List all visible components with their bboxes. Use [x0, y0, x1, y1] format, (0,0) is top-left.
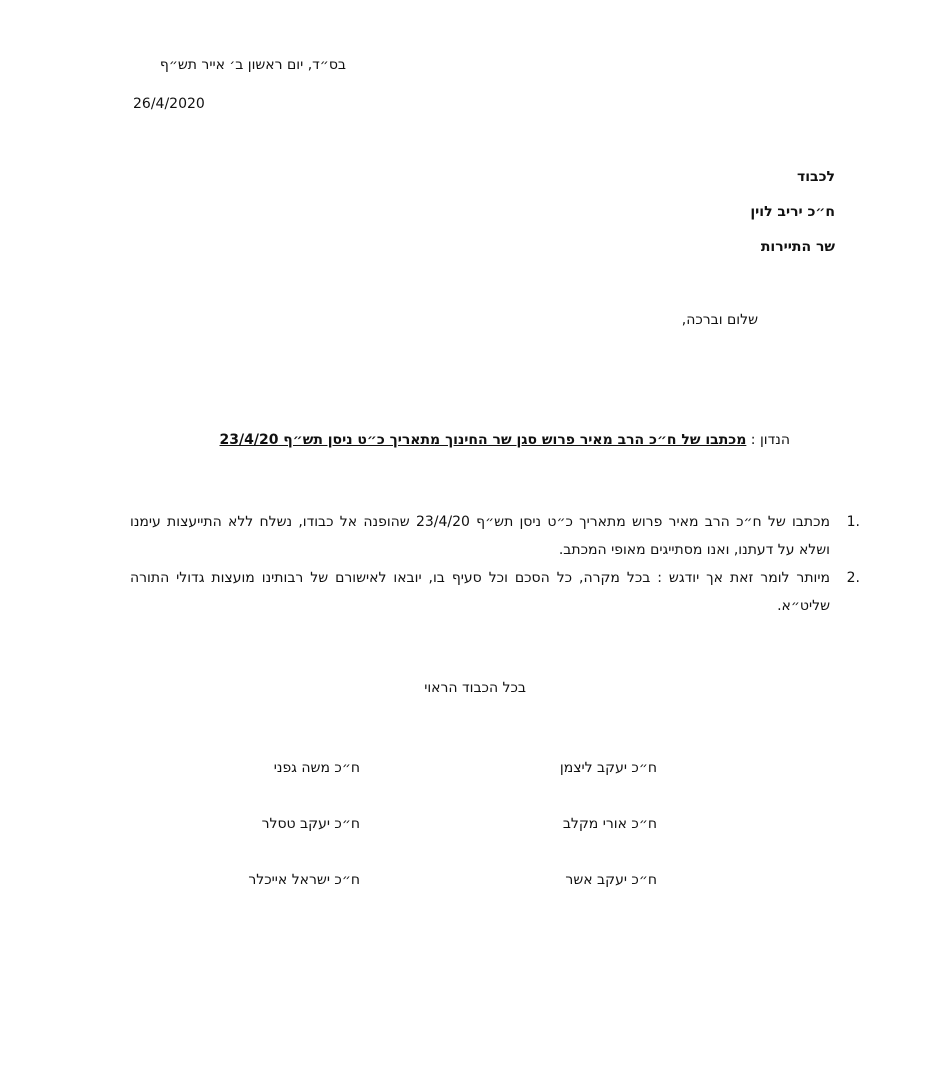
- list-item: [130, 564, 860, 620]
- list-item: [130, 508, 860, 564]
- item-number: 2.: [846, 570, 860, 586]
- signatory: ח״כ יעקב אשר: [565, 872, 657, 888]
- recipient-name: ח״כ יריב לוין: [750, 204, 835, 220]
- recipient-title: שר התיירות: [760, 239, 835, 255]
- signatory: ח״כ יעקב טסלר: [261, 816, 360, 832]
- subject-line: [220, 430, 791, 450]
- subject-text: מכתבו של ח״כ הרב מאיר פרוש סגן שר החינוך מתאריך כ״ט ניסן תש״ף 23/4/20: [219, 432, 747, 448]
- signatory: ח״כ יעקב ליצמן: [559, 760, 657, 776]
- signatory: ח״כ משה גפני: [273, 760, 360, 776]
- signatory: ח״כ אורי מקלב: [562, 816, 657, 832]
- recipient-salutation: לכבוד: [797, 169, 835, 185]
- closing: בכל הכבוד הראוי: [424, 680, 526, 696]
- signatory: ח״כ ישראל אייכלר: [248, 872, 360, 888]
- item-text: מיותר לומר זאת אך יודגש : בכל מקרה, כל הסכם וכל סעיף בו, יובאו לאישורם של רבותינו מועצות גדולי התורה שליט״א.: [130, 570, 830, 614]
- hebrew-date: בס״ד, יום ראשון ב׳ אייר תש״ף: [159, 57, 346, 73]
- item-number: 1.: [846, 514, 860, 530]
- greeting: שלום וברכה,: [681, 312, 758, 328]
- gregorian-date: 26/4/2020: [133, 96, 205, 112]
- item-text: מכתבו של ח״כ הרב מאיר פרוש מתאריך כ״ט ניסן תש״ף 23/4/20 שהופנה אל כבודו, נשלח ללא התייעצות עימנו ושלא על דעתנו, ואנו מסתייגים מאופי המכתב.: [130, 514, 830, 558]
- subject-label: הנדון :: [750, 432, 790, 448]
